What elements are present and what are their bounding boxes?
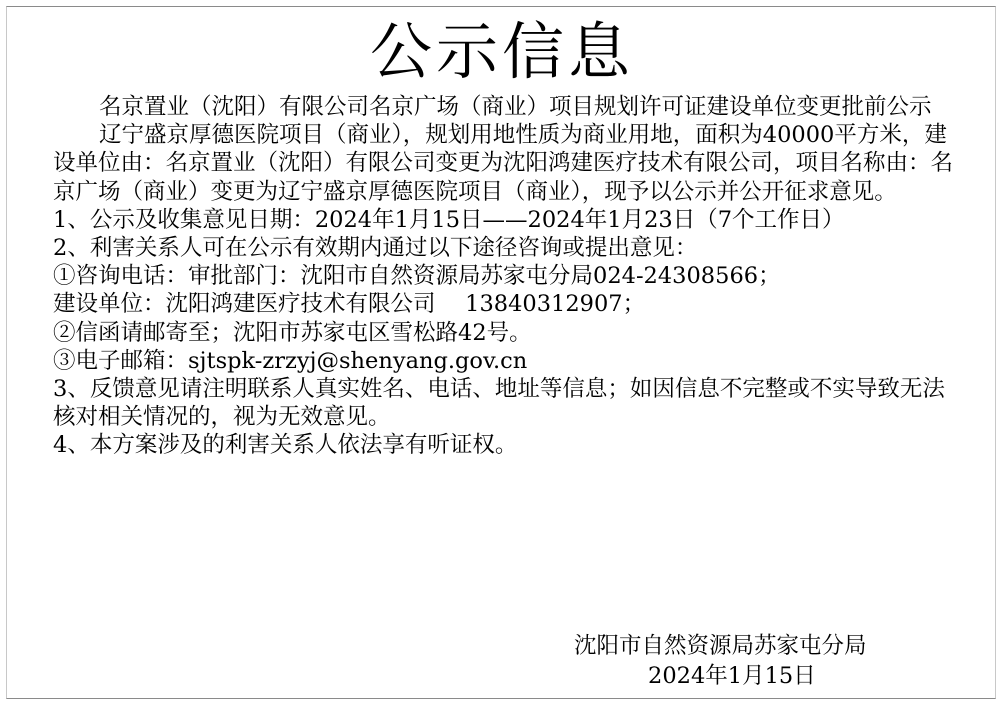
notice-title: 公示信息 [369, 15, 634, 88]
signature-date: 2024年1月15日 [648, 663, 816, 689]
email-line: ③电子邮箱：sjtspk-zrzyj@shenyang.gov.cn [53, 347, 528, 374]
consult-phone-line: ①咨询电话：审批部门：沈阳市自然资源局苏家屯分局024-24308566； [53, 263, 781, 290]
notice-item-4: 4、本方案涉及的利害关系人依法享有听证权。 [53, 432, 518, 459]
mail-address-line: ②信函请邮寄至；沈阳市苏家屯区雪松路42号。 [53, 319, 532, 346]
notice-item-1: 1、公示及收集意见日期：2024年1月15日——2024年1月23日（7个工作日） [53, 206, 845, 233]
notice-heading: 名京置业（沈阳）有限公司名京广场（商业）项目规划许可证建设单位变更批前公示 [99, 94, 932, 120]
notice-item-3: 3、反馈意见请注明联系人真实姓名、电话、地址等信息；如因信息不完整或不实导致无法核对相关情况的，视为无效意见。 [53, 376, 945, 431]
notice-intro: 辽宁盛京厚德医院项目（商业），规划用地性质为商业用地，面积为40000平方米，建设单位由：名京置业（沈阳）有限公司变更为沈阳鸿建医疗技术有限公司，项目名称由：名京广场（商业）变更为辽宁盛京厚德医院项目（商业），现予以公示并公开征求意见。 [53, 122, 954, 205]
construction-unit-line: 建设单位：沈阳鸿建医疗技术有限公司 13840312907； [53, 291, 646, 318]
notice-item-2: 2、利害关系人可在公示有效期内通过以下途径咨询或提出意见： [53, 235, 698, 262]
notice-body [53, 93, 953, 460]
signature-organization: 沈阳市自然资源局苏家屯分局 [574, 633, 867, 659]
